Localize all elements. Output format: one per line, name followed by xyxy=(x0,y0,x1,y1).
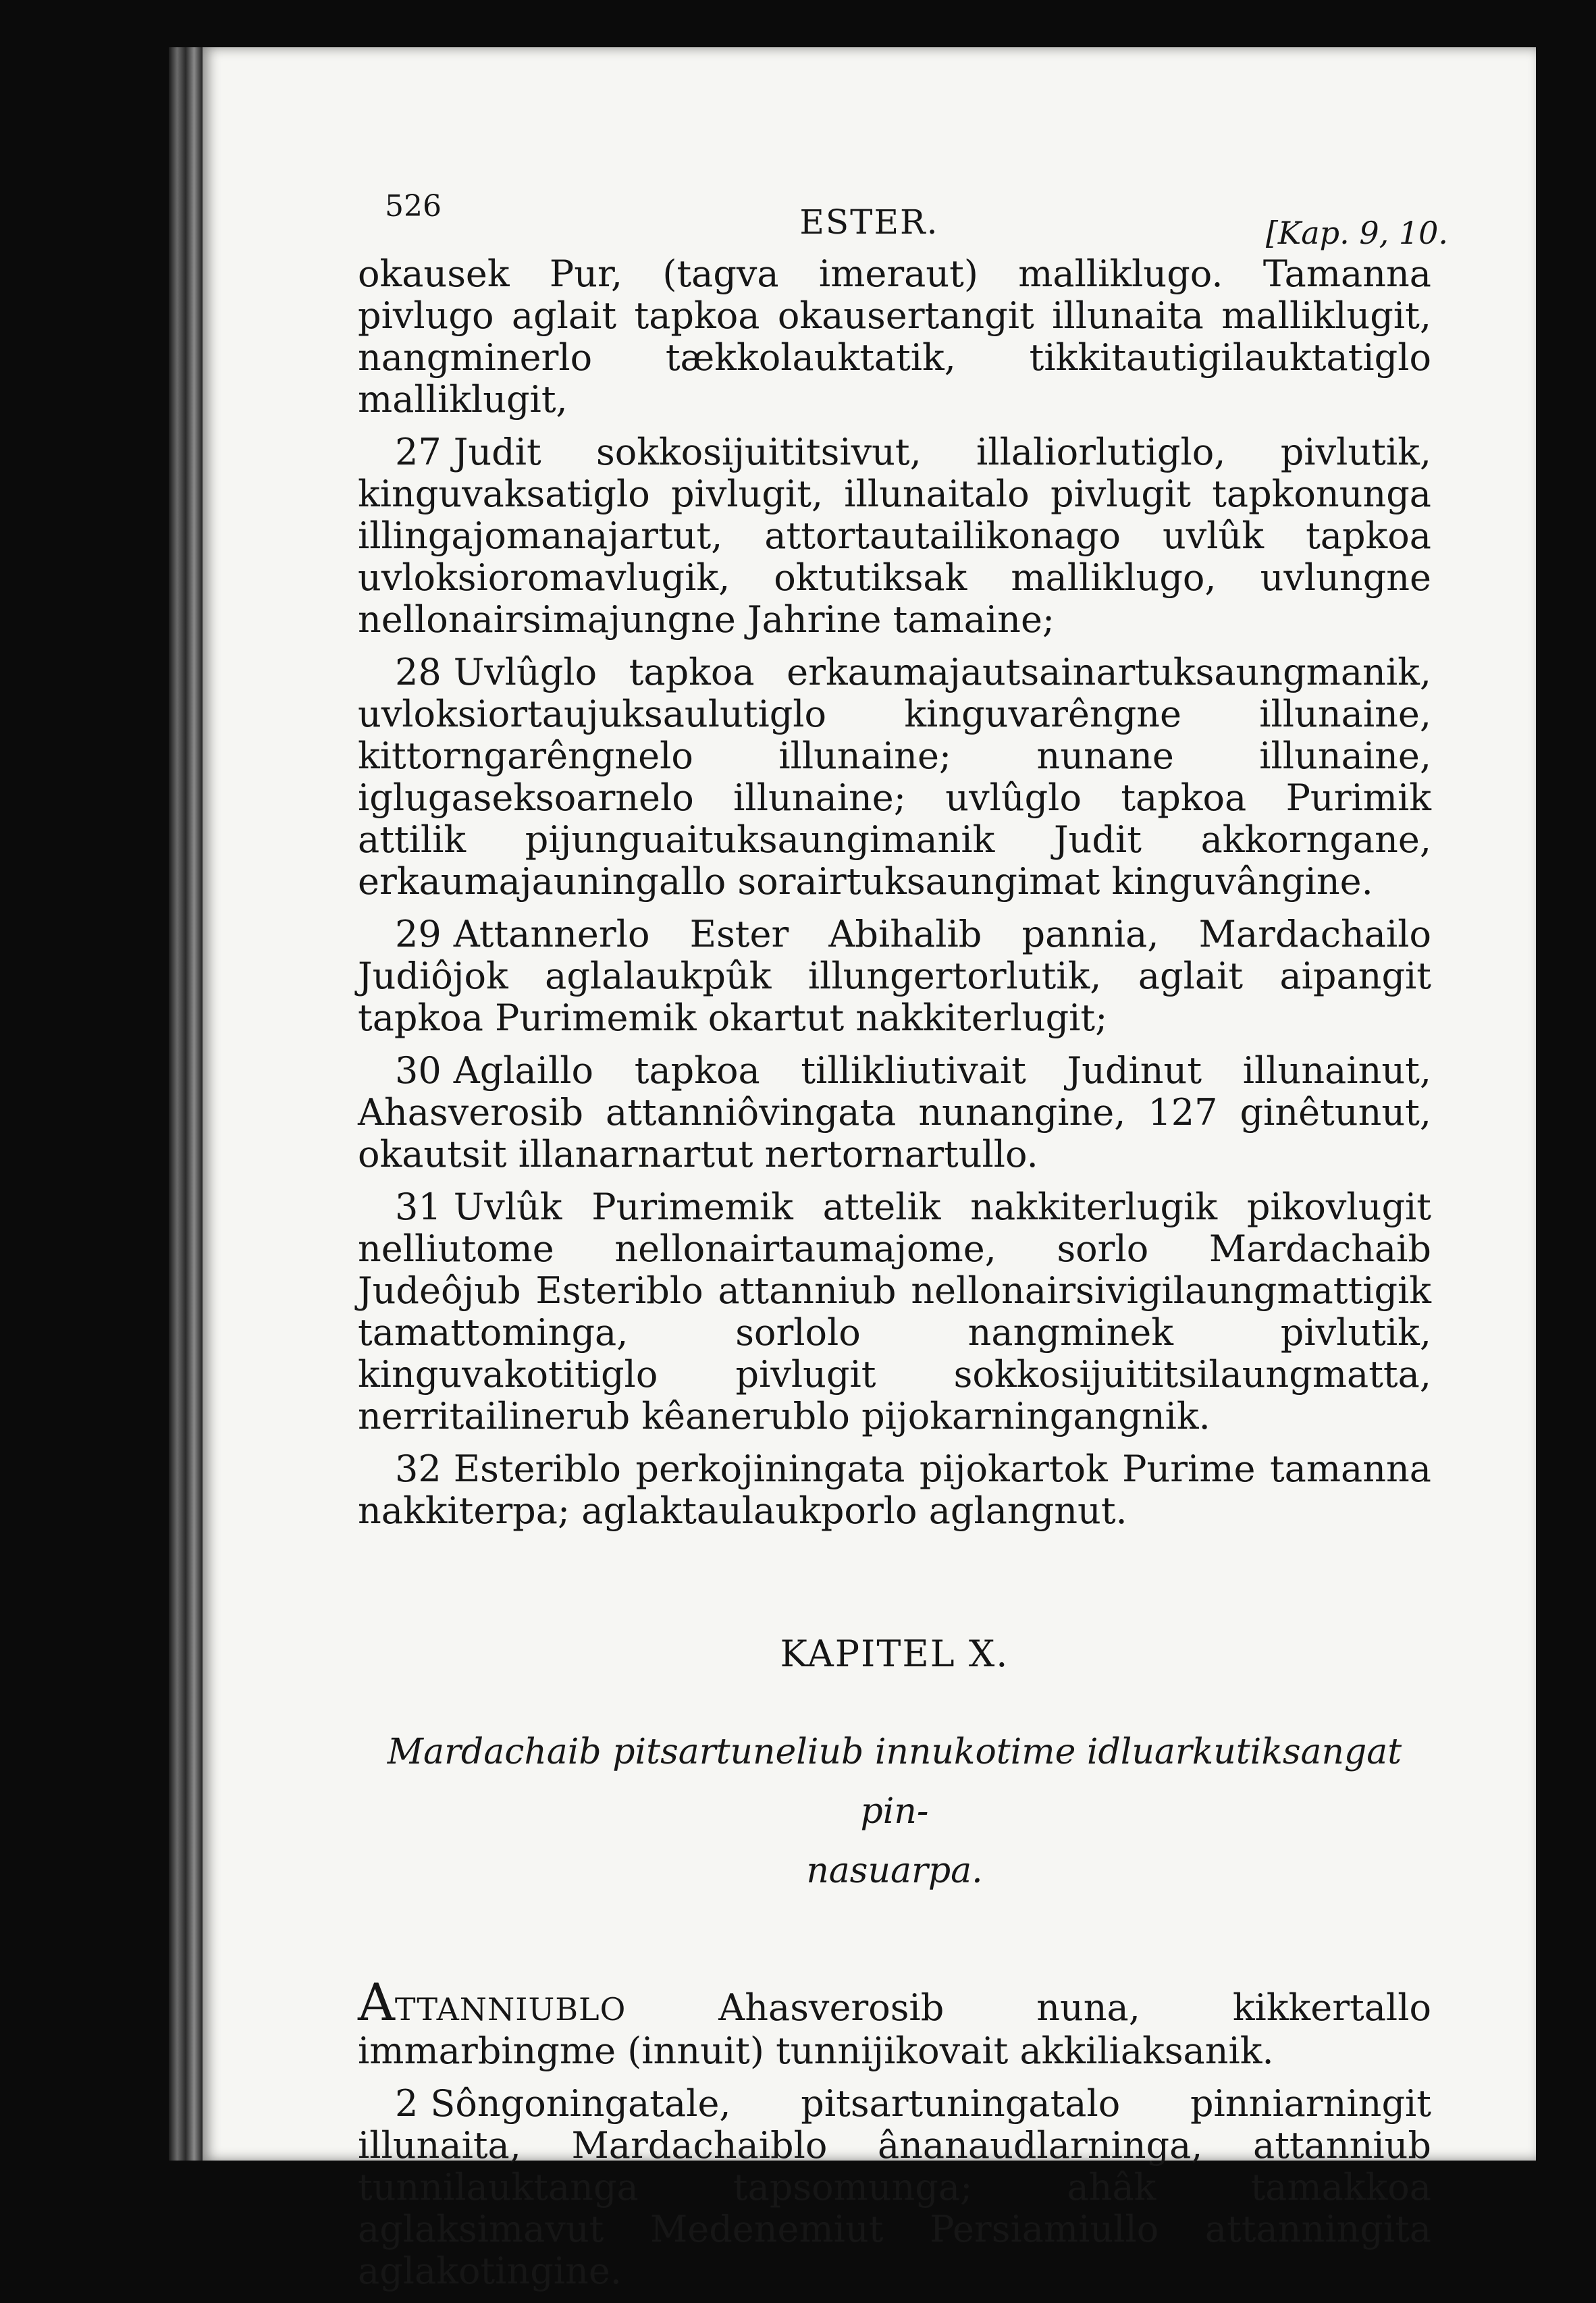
verse-number: 28 xyxy=(395,651,442,693)
verse-number: 30 xyxy=(395,1049,442,1092)
drop-cap: A xyxy=(358,1972,395,2032)
verse-text: Uvlûk Purimemik attelik nakkiterlugik pikovlugit nelliutome nellonairtaumajome, sorlo Mardachaib Judeôjub Esteriblo attanniub nellonairsivigilaungmattigik tamattominga, sorlolo nangminek pivlutik, kinguvakotitiglo pivlugit sokkosijuititsilaungmatta, nerritailinerub kêanerublo pijokarningangnik. xyxy=(358,1186,1431,1437)
verse-28 xyxy=(358,652,1431,903)
verse-text: Esteriblo perkojiningata pijokartok Purime tamanna nakkiterpa; aglaktaulaukporlo aglangnut. xyxy=(358,1448,1431,1532)
summary-line: Mardachaib pitsartuneliub innukotime idluarkutiksangat pin- xyxy=(387,1732,1402,1832)
verse-29 xyxy=(358,914,1431,1039)
verse-continuation xyxy=(358,253,1431,421)
chapter-summary xyxy=(358,1722,1431,1901)
verse-text: Aglaillo tapkoa tillikliutivait Judinut illunainut, Ahasverosib attanniôvingata nunangine, 127 ginêtunut, okautsit illanarnartut nertornartullo. xyxy=(358,1049,1431,1175)
verse-number: 27 xyxy=(395,431,442,473)
verse-2 xyxy=(358,2083,1431,2292)
verse-1 xyxy=(358,1972,1431,2072)
chapter-reference: [Kap. 9, 10. xyxy=(1265,215,1448,251)
verse-31 xyxy=(358,1186,1431,1437)
verse-text: Ahasverosib nuna, kikkertallo immarbingme (innuit) tunnijikovait akkiliaksanik. xyxy=(358,1986,1431,2072)
small-caps-word: TTANNIUBLO xyxy=(394,1991,627,2028)
verse-32 xyxy=(358,1448,1431,1532)
book-page xyxy=(203,47,1536,2292)
page-body xyxy=(358,253,1431,2303)
verse-text: okausek Pur, (tagva imeraut) malliklugo. Tamanna pivlugo aglait tapkoa okausertangit illunaita malliklugit, nangminerlo tækkolauktatik, tikkitautigilauktatiglo malliklugit, xyxy=(358,253,1431,421)
verse-text: Uvlûglo tapkoa erkaumajautsainartuksaungmanik, uvloksiortaujuksaulutiglo kinguvarêngne illunaine, kittorngarêngnelo illunaine; nunane illunaine, iglugaseksoarnelo illunaine; uvlûglo tapkoa Purimik attilik pijunguaituksaungimanik Judit akkorngane, erkaumajauningallo sorairtuksaungimat kinguvângine. xyxy=(358,651,1431,903)
running-header xyxy=(203,182,1536,251)
verse-number: 32 xyxy=(395,1448,442,1490)
verse-number: 29 xyxy=(395,913,442,955)
running-title: ESTER. xyxy=(799,203,939,242)
verse-text: Sôngoningatale, pitsartuningatalo pinniarningit illunaita, Mardachaiblo ânanaudlarninga, attanniub tunnilauktanga tapsomunga; ahâk tamakkoa aglaksimavut Medenemiut Persiamiullo attanningita aglakotingine. xyxy=(358,2082,1431,2292)
verse-number: 31 xyxy=(395,1186,442,1228)
verse-30 xyxy=(358,1050,1431,1175)
book-binding xyxy=(169,47,203,2161)
verse-text: Attannerlo Ester Abihalib pannia, Mardachailo Judiôjok aglalaukpûk illungertorlutik, aglait aipangit tapkoa Purimemik okartut nakkiterlugit; xyxy=(358,913,1431,1039)
verse-27 xyxy=(358,431,1431,641)
verse-text: Judit sokkosijuititsivut, illaliorlutiglo, pivlutik, kinguvaksatiglo pivlugit, illunaitalo pivlugit tapkonunga illingajomanajartut, attortautailikonago uvlûk tapkoa uvloksioromavlugik, oktutiksak malliklugo, uvlungne nellonairsimajungne Jahrine tamaine; xyxy=(358,431,1431,641)
page-number: 526 xyxy=(385,189,442,223)
summary-line: nasuarpa. xyxy=(806,1851,983,1891)
chapter-heading: KAPITEL X. xyxy=(780,1633,1009,1675)
verse-number: 2 xyxy=(395,2082,419,2125)
